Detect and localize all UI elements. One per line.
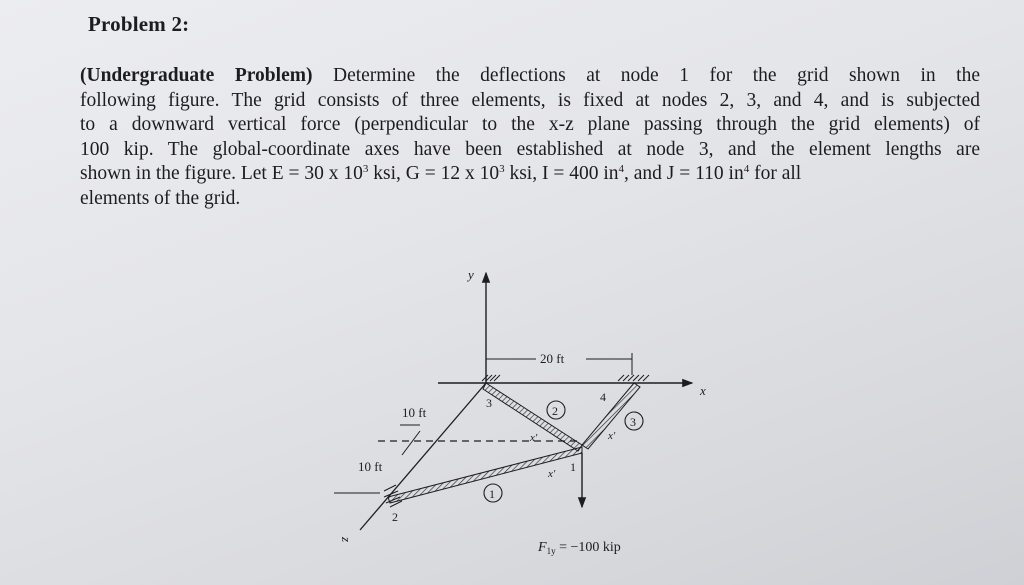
x-axis-label: x: [700, 383, 706, 398]
y-axis-label: y: [468, 267, 474, 282]
node-label-2: 2: [392, 510, 398, 524]
statement-line-4: 100 kip. The global-coordinate axes have been established at node 3, and the element lengths are: [80, 138, 980, 160]
dimension-10ft-upper: 10 ft: [402, 405, 427, 420]
grid-figure: [320, 255, 740, 565]
support-hatch-node-3: [482, 375, 500, 381]
svg-text:1: 1: [489, 487, 495, 501]
problem-heading: Problem 2:: [88, 12, 190, 36]
dimension-20ft: 20 ft: [540, 351, 565, 366]
node-label-3: 3: [486, 396, 492, 410]
element-number-3: [625, 412, 643, 430]
node-label-1: 1: [570, 460, 576, 474]
local-axis-label-element-2: x′: [530, 432, 538, 444]
local-axis-label-element-3: x′: [608, 430, 616, 442]
element-number-1: [484, 484, 502, 502]
z-axis-label: z: [339, 537, 354, 543]
element-number-2: [547, 401, 565, 419]
dimension-10ft-lower: 10 ft: [358, 459, 383, 474]
svg-text:2: 2: [552, 404, 558, 418]
statement-line-2: following figure. The grid consists of three elements, is fixed at nodes 2, 3, and 4, and is subjected: [80, 89, 980, 111]
problem-statement: [80, 64, 980, 211]
force-label: $F_{1y} = -100$ kip: [538, 540, 621, 556]
local-axis-label-element-1: x′: [548, 468, 556, 480]
undergraduate-tag: (Undergraduate Problem): [80, 65, 313, 86]
statement-line-3: to a downward vertical force (perpendicular to the x-z plane passing through the grid elements) of: [80, 114, 980, 135]
statement-line-5: shown in the figure. Let E = 30 x $10^3$ ksi, G = 12 x $10^3$ ksi, I = 400 $in^4$, and J = 110 $in^4$ for all: [80, 163, 802, 184]
statement-line-1: (Undergraduate Problem) Determine the deflections at node 1 for the grid shown in the: [80, 65, 980, 86]
support-hatch-node-4: [618, 375, 649, 381]
statement-line-6: elements of the grid.: [80, 187, 241, 209]
svg-text:3: 3: [630, 415, 636, 429]
node-label-4: 4: [600, 390, 606, 404]
